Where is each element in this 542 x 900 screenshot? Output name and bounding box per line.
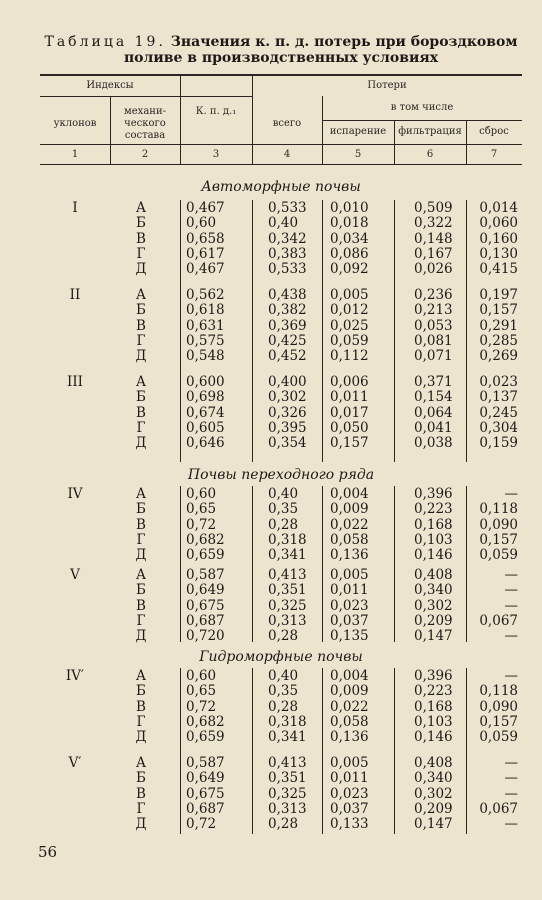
evaporation-cell: 0,011	[330, 389, 369, 406]
col-number: 7	[490, 149, 498, 160]
body-divider-b4	[394, 486, 395, 642]
evaporation-cell: 0,136	[330, 547, 369, 564]
body-divider-a2	[252, 200, 253, 462]
discharge-cell: —	[504, 628, 518, 645]
total-loss-cell: 0,400	[268, 374, 307, 390]
total-loss-cell: 0,533	[268, 200, 307, 216]
kpd-cell: 0,60	[186, 668, 217, 684]
filtration-cell: 0,041	[414, 419, 453, 436]
filtration-cell: 0,408	[414, 755, 453, 771]
filtration-cell: 0,148	[414, 230, 453, 247]
col-number: 1	[71, 149, 79, 160]
texture-cell: Г	[136, 419, 146, 436]
total-loss-cell: 0,354	[268, 435, 307, 452]
header-mech-1: механи-	[123, 106, 166, 117]
kpd-cell: 0,682	[186, 531, 225, 548]
col-number: 2	[141, 149, 149, 160]
kpd-cell: 0,72	[186, 516, 217, 533]
total-loss-cell: 0,342	[268, 230, 307, 247]
filtration-cell: 0,213	[414, 302, 453, 319]
kpd-cell: 0,587	[186, 755, 225, 771]
slope-index: IV	[67, 486, 83, 502]
total-loss-cell: 0,438	[268, 287, 307, 303]
discharge-cell: —	[504, 486, 518, 502]
discharge-cell: 0,304	[479, 419, 518, 436]
discharge-cell: —	[504, 755, 518, 771]
kpd-cell: 0,600	[186, 374, 225, 390]
discharge-cell: 0,023	[479, 374, 518, 390]
header-including: в том числе	[390, 102, 454, 113]
header-discharge: сброс	[479, 126, 509, 137]
filtration-cell: 0,147	[414, 816, 453, 833]
discharge-cell: 0,059	[479, 547, 518, 564]
slope-index: I	[72, 200, 78, 216]
total-loss-cell: 0,28	[268, 516, 299, 533]
indexes-rule	[40, 96, 252, 97]
total-loss-cell: 0,325	[268, 785, 307, 802]
texture-cell: А	[135, 668, 147, 684]
evaporation-cell: 0,011	[330, 582, 369, 599]
total-loss-cell: 0,351	[268, 770, 307, 787]
texture-cell: Г	[136, 800, 146, 817]
filtration-cell: 0,103	[414, 713, 453, 730]
section-title: Автоморфные почвы	[201, 179, 361, 195]
texture-cell: Д	[135, 816, 147, 833]
evaporation-cell: 0,135	[330, 628, 369, 645]
evaporation-cell: 0,034	[330, 230, 369, 247]
texture-cell: В	[136, 698, 146, 715]
kpd-cell: 0,467	[186, 261, 225, 278]
total-loss-cell: 0,341	[268, 729, 307, 746]
discharge-cell: 0,130	[479, 245, 518, 262]
evaporation-cell: 0,086	[330, 245, 369, 262]
evaporation-cell: 0,012	[330, 302, 369, 319]
discharge-cell: 0,067	[479, 800, 518, 817]
discharge-cell: 0,118	[479, 683, 518, 700]
discharge-cell: 0,285	[479, 332, 518, 349]
evaporation-cell: 0,023	[330, 597, 369, 614]
total-loss-cell: 0,35	[268, 501, 299, 518]
filtration-cell: 0,064	[414, 404, 453, 421]
filtration-cell: 0,071	[414, 348, 453, 365]
texture-cell: Д	[135, 547, 147, 564]
discharge-cell: 0,067	[479, 612, 518, 629]
total-loss-cell: 0,533	[268, 261, 307, 278]
evaporation-cell: 0,058	[330, 713, 369, 730]
discharge-cell: 0,118	[479, 501, 518, 518]
filtration-cell: 0,209	[414, 800, 453, 817]
total-loss-cell: 0,40	[268, 215, 299, 232]
texture-cell: Д	[135, 729, 147, 746]
kpd-cell: 0,605	[186, 419, 225, 436]
discharge-cell: 0,090	[479, 698, 518, 715]
total-loss-cell: 0,313	[268, 800, 307, 817]
header-total: всего	[272, 118, 302, 129]
header-kpd: К. п. д.₁	[195, 106, 237, 117]
texture-cell: Г	[136, 612, 146, 629]
kpd-cell: 0,675	[186, 597, 225, 614]
discharge-cell: —	[504, 597, 518, 614]
texture-cell: Г	[136, 531, 146, 548]
discharge-cell: 0,137	[479, 389, 518, 406]
discharge-cell: 0,059	[479, 729, 518, 746]
header-mech-2: ческого	[124, 118, 166, 129]
discharge-cell: —	[504, 785, 518, 802]
total-loss-cell: 0,40	[268, 486, 299, 502]
evaporation-cell: 0,092	[330, 261, 369, 278]
texture-cell: Б	[136, 582, 146, 599]
filtration-cell: 0,340	[414, 770, 453, 787]
evaporation-cell: 0,018	[330, 215, 369, 232]
discharge-cell: 0,157	[479, 531, 518, 548]
total-loss-cell: 0,35	[268, 683, 299, 700]
kpd-cell: 0,658	[186, 230, 225, 247]
header-evaporation: испарение	[329, 126, 387, 137]
evaporation-cell: 0,059	[330, 332, 369, 349]
section-title: Гидроморфные почвы	[199, 649, 363, 665]
body-divider-a4	[394, 200, 395, 462]
kpd-cell: 0,72	[186, 698, 217, 715]
slope-index: II	[69, 287, 81, 303]
total-loss-cell: 0,341	[268, 547, 307, 564]
filtration-cell: 0,053	[414, 317, 453, 334]
header-filtration: фильтрация	[398, 126, 462, 137]
body-divider-c4	[394, 668, 395, 834]
filtration-cell: 0,302	[414, 597, 453, 614]
header-indexes: Индексы	[86, 80, 134, 91]
evaporation-cell: 0,112	[330, 348, 369, 365]
col-number: 5	[354, 149, 362, 160]
discharge-cell: —	[504, 770, 518, 787]
discharge-cell: —	[504, 567, 518, 583]
evaporation-cell: 0,010	[330, 200, 369, 216]
table-title	[36, 34, 526, 66]
evaporation-cell: 0,037	[330, 800, 369, 817]
texture-cell: Д	[135, 435, 147, 452]
kpd-cell: 0,659	[186, 729, 225, 746]
texture-cell: Б	[136, 389, 146, 406]
header-top-rule	[40, 74, 522, 76]
kpd-cell: 0,687	[186, 612, 225, 629]
filtration-cell: 0,168	[414, 698, 453, 715]
evaporation-cell: 0,022	[330, 516, 369, 533]
discharge-cell: 0,157	[479, 302, 518, 319]
filtration-cell: 0,408	[414, 567, 453, 583]
total-loss-cell: 0,395	[268, 419, 307, 436]
slope-index: IV′	[65, 668, 85, 684]
col-number: 6	[426, 149, 434, 160]
discharge-cell: 0,014	[479, 200, 518, 216]
total-loss-cell: 0,28	[268, 698, 299, 715]
filtration-cell: 0,302	[414, 785, 453, 802]
kpd-cell: 0,72	[186, 816, 217, 833]
texture-cell: В	[136, 404, 146, 421]
total-loss-cell: 0,452	[268, 348, 307, 365]
kpd-cell: 0,617	[186, 245, 225, 262]
kpd-cell: 0,562	[186, 287, 225, 303]
slope-index: V	[70, 567, 80, 583]
filtration-cell: 0,167	[414, 245, 453, 262]
texture-cell: Г	[136, 245, 146, 262]
texture-cell: Б	[136, 302, 146, 319]
evaporation-cell: 0,004	[330, 668, 369, 684]
evaporation-cell: 0,023	[330, 785, 369, 802]
evaporation-cell: 0,157	[330, 435, 369, 452]
filtration-cell: 0,038	[414, 435, 453, 452]
including-rule	[322, 120, 522, 121]
evaporation-cell: 0,006	[330, 374, 369, 390]
body-divider-b2	[252, 486, 253, 642]
section-title: Почвы переходного ряда	[187, 467, 375, 483]
header-bottom-rule	[40, 144, 522, 145]
filtration-cell: 0,103	[414, 531, 453, 548]
total-loss-cell: 0,382	[268, 302, 307, 319]
kpd-cell: 0,548	[186, 348, 225, 365]
filtration-cell: 0,081	[414, 332, 453, 349]
colnum-bottom-rule	[40, 164, 522, 165]
total-loss-cell: 0,351	[268, 582, 307, 599]
kpd-cell: 0,659	[186, 547, 225, 564]
filtration-cell: 0,154	[414, 389, 453, 406]
filtration-cell: 0,026	[414, 261, 453, 278]
filtration-cell: 0,223	[414, 683, 453, 700]
texture-cell: А	[135, 200, 147, 216]
body-divider-c2	[252, 668, 253, 834]
filtration-cell: 0,209	[414, 612, 453, 629]
texture-cell: В	[136, 317, 146, 334]
total-loss-cell: 0,318	[268, 713, 307, 730]
filtration-cell: 0,396	[414, 668, 453, 684]
col-number: 3	[212, 149, 220, 160]
total-loss-cell: 0,40	[268, 668, 299, 684]
texture-cell: В	[136, 230, 146, 247]
header-losses: Потери	[367, 80, 407, 91]
filtration-cell: 0,371	[414, 374, 453, 390]
total-loss-cell: 0,383	[268, 245, 307, 262]
filtration-cell: 0,236	[414, 287, 453, 303]
texture-cell: А	[135, 287, 147, 303]
header-slopes: уклонов	[53, 118, 97, 129]
kpd-cell: 0,587	[186, 567, 225, 583]
table-number: Таблица 19.	[44, 34, 166, 50]
kpd-cell: 0,720	[186, 628, 225, 645]
page-number: 56	[38, 843, 58, 861]
total-loss-cell: 0,28	[268, 628, 299, 645]
discharge-cell: 0,090	[479, 516, 518, 533]
evaporation-cell: 0,005	[330, 567, 369, 583]
kpd-cell: 0,60	[186, 486, 217, 502]
slope-index: III	[67, 374, 83, 390]
texture-cell: А	[135, 567, 147, 583]
total-loss-cell: 0,302	[268, 389, 307, 406]
kpd-cell: 0,65	[186, 683, 217, 700]
filtration-cell: 0,340	[414, 582, 453, 599]
kpd-cell: 0,60	[186, 215, 217, 232]
kpd-cell: 0,687	[186, 800, 225, 817]
total-loss-cell: 0,413	[268, 567, 307, 583]
kpd-cell: 0,646	[186, 435, 225, 452]
total-loss-cell: 0,28	[268, 816, 299, 833]
col-number: 4	[283, 149, 291, 160]
body-divider-c1	[180, 668, 181, 834]
evaporation-cell: 0,017	[330, 404, 369, 421]
discharge-cell: 0,159	[479, 435, 518, 452]
table-caption: Значения к. п. д. потерь при бороздковом поливе в производственных условиях	[123, 34, 518, 66]
texture-cell: В	[136, 516, 146, 533]
discharge-cell: 0,160	[479, 230, 518, 247]
evaporation-cell: 0,022	[330, 698, 369, 715]
kpd-cell: 0,618	[186, 302, 225, 319]
total-loss-cell: 0,318	[268, 531, 307, 548]
evaporation-cell: 0,133	[330, 816, 369, 833]
evaporation-cell: 0,050	[330, 419, 369, 436]
texture-cell: В	[136, 785, 146, 802]
evaporation-cell: 0,009	[330, 683, 369, 700]
discharge-cell: —	[504, 816, 518, 833]
texture-cell: Б	[136, 683, 146, 700]
total-loss-cell: 0,425	[268, 332, 307, 349]
texture-cell: Б	[136, 501, 146, 518]
kpd-cell: 0,467	[186, 200, 225, 216]
texture-cell: Б	[136, 770, 146, 787]
filtration-cell: 0,146	[414, 547, 453, 564]
body-divider-b1	[180, 486, 181, 642]
total-loss-cell: 0,369	[268, 317, 307, 334]
texture-cell: Г	[136, 713, 146, 730]
kpd-cell: 0,631	[186, 317, 225, 334]
kpd-cell: 0,698	[186, 389, 225, 406]
texture-cell: А	[135, 486, 147, 502]
texture-cell: В	[136, 597, 146, 614]
filtration-cell: 0,223	[414, 501, 453, 518]
kpd-cell: 0,649	[186, 770, 225, 787]
discharge-cell: 0,269	[479, 348, 518, 365]
discharge-cell: 0,291	[479, 317, 518, 334]
kpd-cell: 0,649	[186, 582, 225, 599]
header-mech-3: состава	[124, 130, 166, 141]
evaporation-cell: 0,005	[330, 755, 369, 771]
texture-cell: Д	[135, 261, 147, 278]
slope-index: V′	[68, 755, 82, 771]
filtration-cell: 0,509	[414, 200, 453, 216]
filtration-cell: 0,146	[414, 729, 453, 746]
texture-cell: А	[135, 374, 147, 390]
evaporation-cell: 0,011	[330, 770, 369, 787]
texture-cell: Г	[136, 332, 146, 349]
evaporation-cell: 0,025	[330, 317, 369, 334]
total-loss-cell: 0,413	[268, 755, 307, 771]
filtration-cell: 0,396	[414, 486, 453, 502]
evaporation-cell: 0,037	[330, 612, 369, 629]
kpd-cell: 0,675	[186, 785, 225, 802]
evaporation-cell: 0,058	[330, 531, 369, 548]
discharge-cell: 0,245	[479, 404, 518, 421]
evaporation-cell: 0,136	[330, 729, 369, 746]
texture-cell: Д	[135, 348, 147, 365]
texture-cell: А	[135, 755, 147, 771]
filtration-cell: 0,168	[414, 516, 453, 533]
texture-cell: Б	[136, 215, 146, 232]
kpd-cell: 0,682	[186, 713, 225, 730]
discharge-cell: 0,157	[479, 713, 518, 730]
evaporation-cell: 0,009	[330, 501, 369, 518]
kpd-cell: 0,674	[186, 404, 225, 421]
total-loss-cell: 0,313	[268, 612, 307, 629]
total-loss-cell: 0,326	[268, 404, 307, 421]
filtration-cell: 0,147	[414, 628, 453, 645]
texture-cell: Д	[135, 628, 147, 645]
total-loss-cell: 0,325	[268, 597, 307, 614]
discharge-cell: 0,060	[479, 215, 518, 232]
kpd-cell: 0,65	[186, 501, 217, 518]
evaporation-cell: 0,004	[330, 486, 369, 502]
discharge-cell: —	[504, 582, 518, 599]
filtration-cell: 0,322	[414, 215, 453, 232]
kpd-cell: 0,575	[186, 332, 225, 349]
body-divider-a1	[180, 200, 181, 462]
evaporation-cell: 0,005	[330, 287, 369, 303]
discharge-cell: 0,197	[479, 287, 518, 303]
discharge-cell: 0,415	[479, 261, 518, 278]
discharge-cell: —	[504, 668, 518, 684]
